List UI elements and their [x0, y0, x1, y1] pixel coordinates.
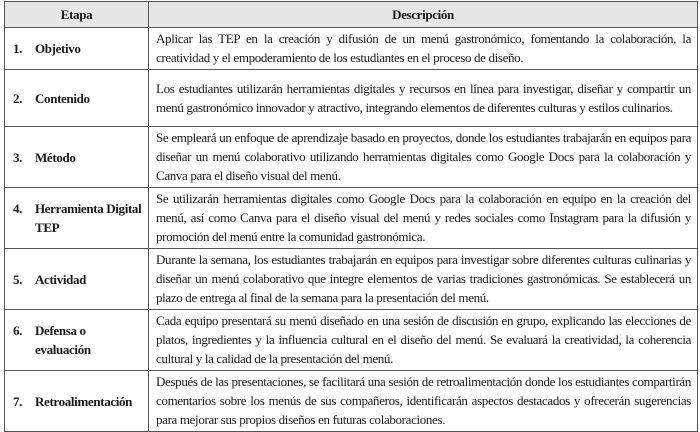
stage-number: 6.	[13, 323, 23, 338]
description-cell: Cada equipo presentará su menú diseñado en una sesión de discusión en grupo, explicando las elecciones de platos, ingredientes y la influencia cultural en el diseño del menú. Se evaluará la creatividad, la coherencia cultural y la calidad de la presentación del menú.	[149, 310, 698, 371]
table-row	[5, 249, 698, 310]
stage-label: Contenido	[35, 90, 90, 106]
stage-label: Defensa o evaluación	[35, 323, 91, 357]
description-cell: Se empleará un enfoque de aprendizaje basado en proyectos, donde los estudiantes trabajarán en equipos para diseñar un menú colaborativo utilizando herramientas digitales como Google Docs para la colaboración y Canva para el diseño visual del menú.	[149, 127, 698, 188]
stage-number: 3.	[13, 149, 23, 165]
stage-number: 1.	[13, 41, 23, 56]
etapa-cell	[5, 28, 149, 70]
etapa-cell	[5, 371, 149, 432]
stage-label: Objetivo	[35, 41, 81, 56]
stage-number: 5.	[13, 271, 23, 287]
stage-number: 4.	[13, 201, 23, 216]
header-etapa: Etapa	[5, 2, 149, 28]
table-row	[5, 188, 698, 249]
description-cell: Durante la semana, los estudiantes trabajarán en equipos para investigar sobre diferentes culturas culinarias y diseñar un menú colaborativo que integre elementos de varias tradiciones gastronómicas. Se establecerá un plazo de entrega al final de la semana para la presentación del menú.	[149, 249, 698, 310]
etapa-cell	[5, 70, 149, 127]
etapa-cell	[5, 310, 149, 371]
description-cell: Aplicar las TEP en la creación y difusión de un menú gastronómico, fomentando la colaboración, la creatividad y el empoderamiento de los estudiantes en el proceso de diseño.	[149, 28, 698, 70]
stage-label: Herramienta Digital TEP	[35, 201, 142, 235]
etapa-cell	[5, 188, 149, 249]
table-row	[5, 28, 698, 70]
stages-table	[4, 1, 698, 432]
table-row	[5, 127, 698, 188]
etapa-cell	[5, 127, 149, 188]
table-row	[5, 371, 698, 432]
header-descripcion: Descripción	[149, 2, 698, 28]
etapa-cell	[5, 249, 149, 310]
table-row	[5, 70, 698, 127]
table-row	[5, 310, 698, 371]
stage-number: 2.	[13, 90, 23, 106]
stage-number: 7.	[13, 393, 23, 409]
stage-label: Método	[35, 149, 76, 165]
stage-label: Actividad	[35, 271, 87, 287]
header-row	[5, 2, 698, 28]
description-cell: Se utilizarán herramientas digitales como Google Docs para la colaboración en equipo en la creación del menú, así como Canva para el diseño visual del menú y redes sociales como Instagram para la difusión y promoción del menú entre la comunidad gastronómica.	[149, 188, 698, 249]
stage-label: Retroalimentación	[35, 393, 133, 409]
description-cell: Después de las presentaciones, se facilitará una sesión de retroalimentación donde los estudiantes compartirán comentarios sobre los menús de sus compañeros, identificarán aspectos destacados y ofrecerán sugerencias para mejorar sus propios diseños en futuras colaboraciones.	[149, 371, 698, 432]
description-cell: Los estudiantes utilizarán herramientas digitales y recursos en línea para investigar, diseñar y compartir un menú gastronómico innovador y atractivo, integrando elementos de diferentes culturas y estilos culinarios.	[149, 70, 698, 127]
